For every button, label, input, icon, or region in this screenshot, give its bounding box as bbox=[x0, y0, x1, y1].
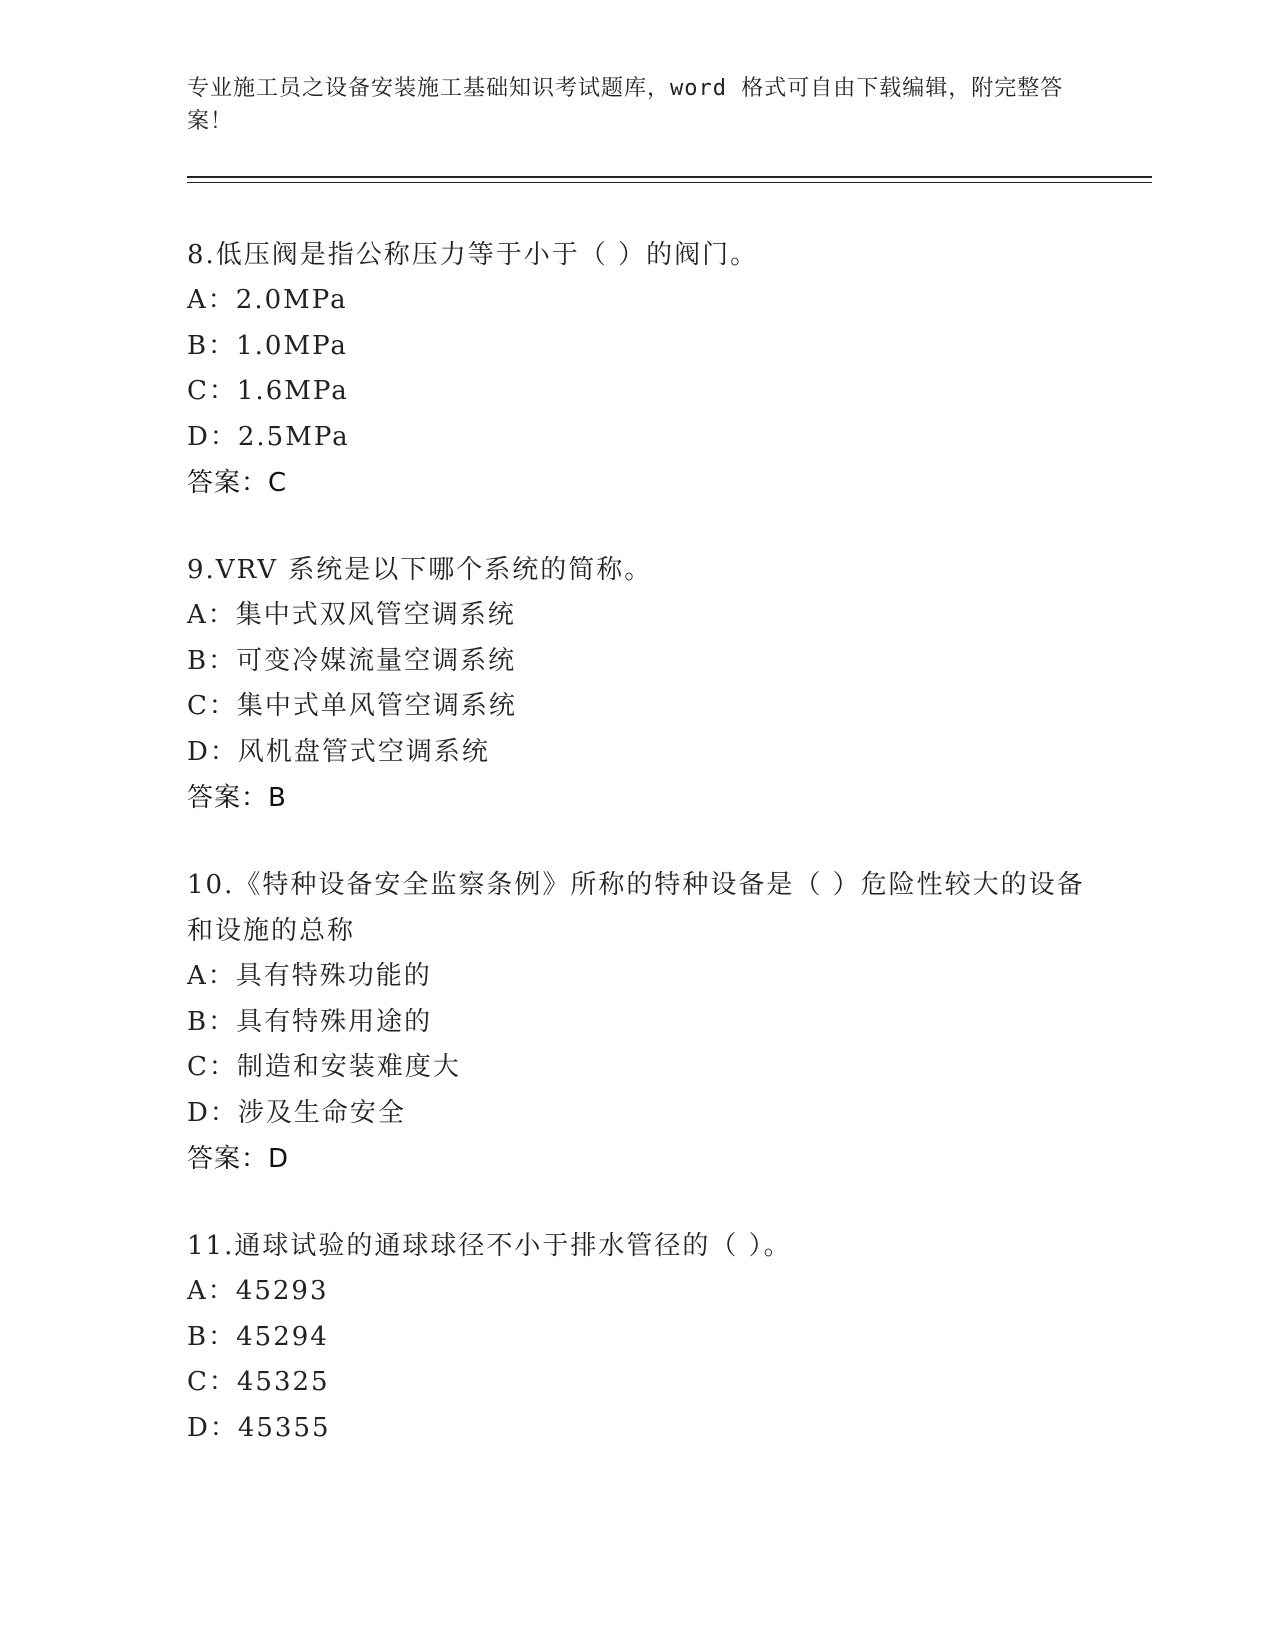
option-d: D：2.5MPa bbox=[187, 421, 350, 452]
question-item bbox=[187, 232, 1087, 506]
answer-label: 答案：D bbox=[187, 1144, 290, 1174]
question-stem: 11.通球试验的通球球径不小于排水管径的（ ）。 bbox=[187, 1231, 792, 1261]
question-item bbox=[187, 1223, 1087, 1451]
option-b: B：具有特殊用途的 bbox=[187, 1006, 433, 1037]
header-divider bbox=[187, 176, 1152, 178]
question-item bbox=[187, 547, 1087, 821]
answer-label: 答案：C bbox=[187, 468, 288, 498]
header-divider-thin bbox=[187, 182, 1152, 183]
option-a: A：集中式双风管空调系统 bbox=[187, 600, 516, 630]
option-d: D：风机盘管式空调系统 bbox=[187, 736, 490, 767]
question-stem: 9.VRV 系统是以下哪个系统的简称。 bbox=[187, 555, 653, 585]
option-c: C：集中式单风管空调系统 bbox=[187, 691, 517, 721]
question-stem: 10.《特种设备安全监察条例》所称的特种设备是（ ）危险性较大的设备和设施的总称 bbox=[187, 870, 1085, 946]
option-d: D：45355 bbox=[187, 1412, 331, 1443]
document-header: 专业施工员之设备安装施工基础知识考试题库，word 格式可自由下载编辑，附完整答案！ bbox=[187, 76, 1064, 134]
option-b: B：45294 bbox=[187, 1321, 329, 1352]
option-c: C：制造和安装难度大 bbox=[187, 1052, 461, 1082]
option-a: A：具有特殊功能的 bbox=[187, 961, 432, 991]
option-b: B：可变冷媒流量空调系统 bbox=[187, 645, 517, 676]
question-item bbox=[187, 862, 1087, 1182]
option-b: B：1.0MPa bbox=[187, 330, 348, 361]
option-a: A：2.0MPa bbox=[187, 285, 348, 315]
option-a: A：45293 bbox=[187, 1276, 329, 1306]
question-stem: 8.低压阀是指公称压力等于小于（ ）的阀门。 bbox=[187, 240, 759, 270]
option-d: D：涉及生命安全 bbox=[187, 1097, 406, 1128]
question-list bbox=[187, 232, 1087, 1492]
answer-label: 答案：B bbox=[187, 783, 287, 813]
option-c: C：1.6MPa bbox=[187, 376, 349, 406]
option-c: C：45325 bbox=[187, 1367, 330, 1397]
